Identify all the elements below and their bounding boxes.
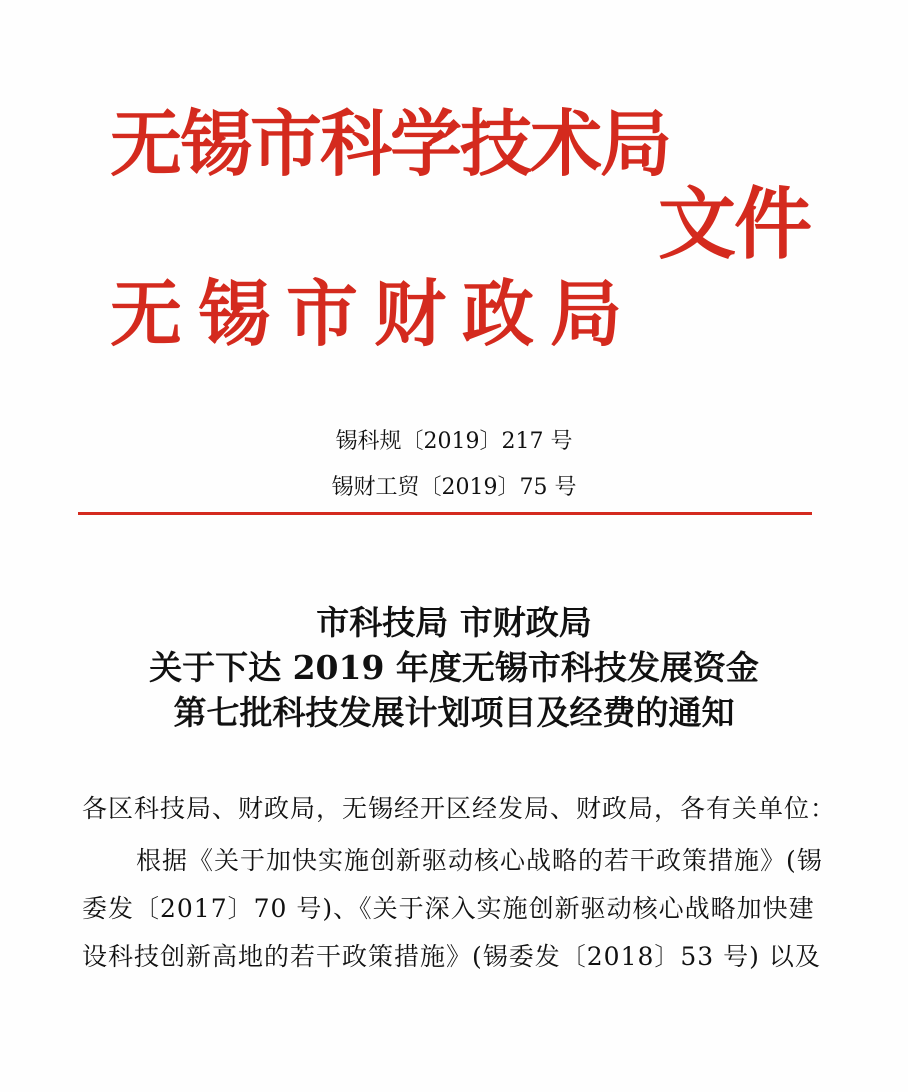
- issuer-finance-bureau: 无锡市财政局: [110, 271, 639, 356]
- addressees-line: 各区科技局、财政局，无锡经开区经发局、财政局，各有关单位：: [82, 794, 837, 823]
- issuer-science-bureau: 无锡市科学技术局: [110, 101, 671, 186]
- document-number-finance: 锡财工贸〔2019〕75 号: [331, 475, 577, 500]
- notice-title-line-2: 关于下达 2019 年度无锡市科技发展资金: [149, 648, 759, 687]
- paragraph-line-1: 根据《关于加快实施创新驱动核心战略的若干政策措施》(锡: [136, 846, 823, 875]
- paragraph-line-3: 设科技创新高地的若干政策措施》(锡委发〔2018〕53 号) 以及: [82, 942, 821, 971]
- document-type-label: 文件: [658, 179, 811, 270]
- notice-title-line-1: 市科技局 市财政局: [316, 603, 592, 642]
- notice-title-line-3: 第七批科技发展计划项目及经费的通知: [173, 693, 735, 732]
- paragraph-line-2: 委发〔2017〕70 号)、《关于深入实施创新驱动核心战略加快建: [82, 894, 815, 923]
- document-number-science: 锡科规〔2019〕217 号: [335, 429, 573, 454]
- red-divider-line: [78, 512, 812, 515]
- document-header: [110, 101, 811, 378]
